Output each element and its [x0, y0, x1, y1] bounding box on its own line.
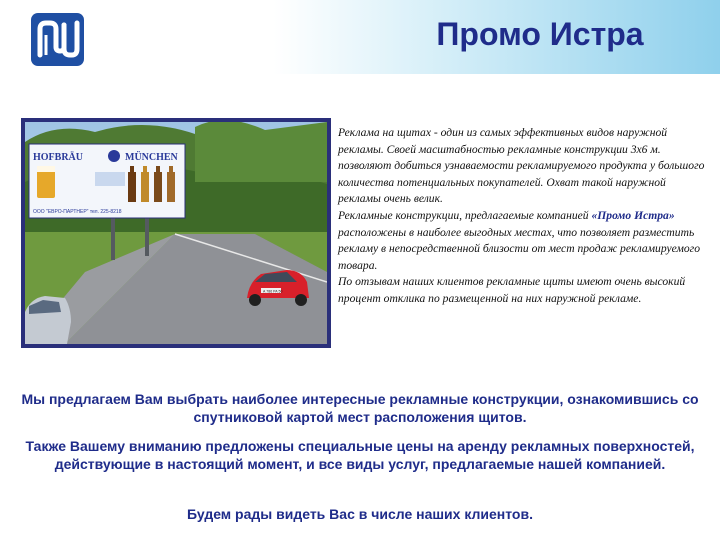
promo-istra-logo-icon: [31, 13, 84, 66]
description-text: [338, 125, 710, 308]
car-plate: А 786 РА 50: [263, 289, 283, 294]
offer-paragraph: Мы предлагаем Вам выбрать наиболее интересные рекламные конструкции, ознакомившись со спутниковой картой мест расположения щитов.: [21, 391, 699, 425]
billboard-brand-right: MÜNCHEN: [125, 152, 178, 163]
billboard-photo: [21, 118, 331, 348]
description-paragraph-3: По отзывам наших клиентов рекламные щиты имеют очень высокий процент отклика по размещенной на них наружной рекламе.: [338, 275, 686, 305]
prices-paragraph: Также Вашему вниманию предложены специальные цены на аренду рекламных поверхностей, действующие в настоящий момент, и все виды услуг, предлагаемые нашей компанией.: [25, 438, 695, 472]
brand-name: «Промо Истра»: [591, 208, 675, 222]
description-paragraph-1: Реклама на щитах - один из самых эффективных видов наружной рекламы. Своей масштабностью рекламные конструкции 3х6 м. позволяют добиться узнаваемости рекламируемого продукта у большого количества потенциальных покупателей. Охват такой наружной рекламы очень велик.: [338, 126, 705, 206]
billboard-contact: ООО "ЕВРО-ПАРТНЕР" тел. 225-8218: [33, 209, 122, 215]
closing-paragraph: Будем рады видеть Вас в числе наших клиентов.: [187, 506, 533, 522]
page-title: Промо Истра: [436, 16, 644, 52]
billboard-brand-left: HOFBRÄU: [33, 152, 83, 163]
description-paragraph-2: Рекламные конструкции, предлагаемые компанией «Промо Истра» расположены в наиболее выгодных местах, что позволяет разместить рекламу в непосредственной близости от мест продаж рекламируемого товара.: [338, 208, 700, 272]
